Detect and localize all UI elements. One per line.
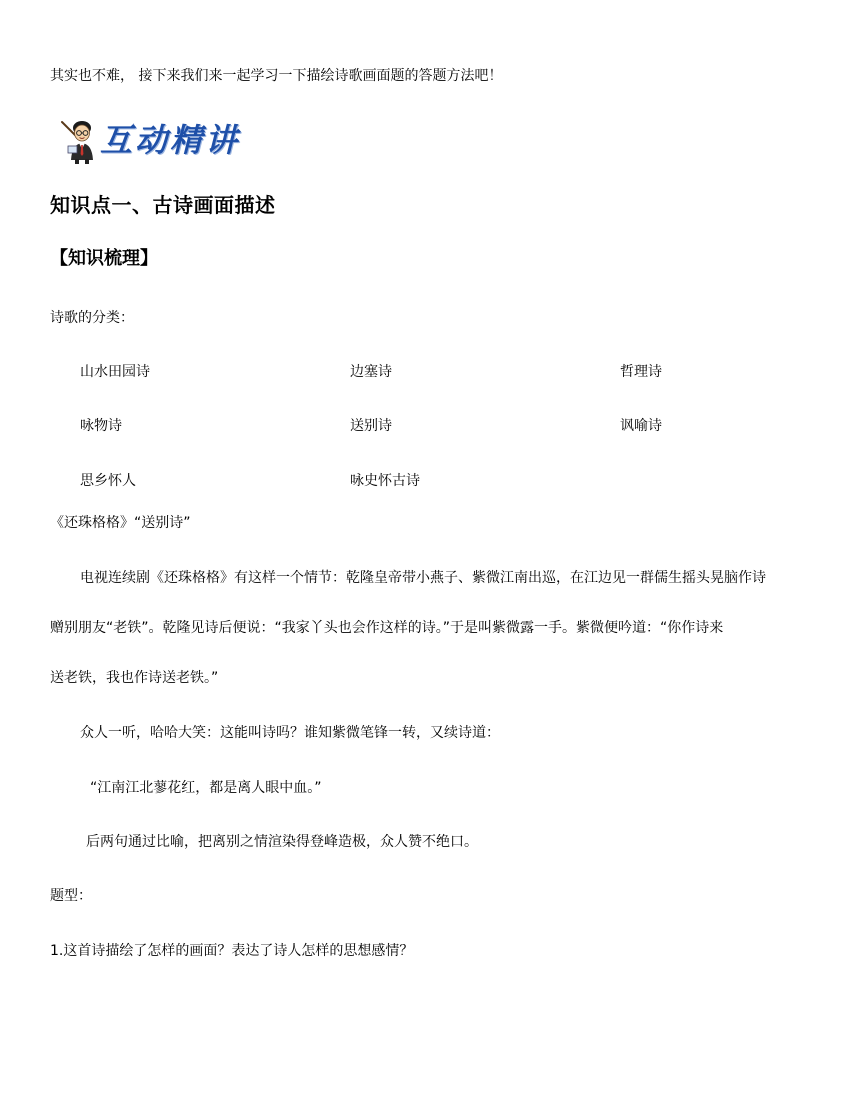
category-item: 咏史怀古诗 (350, 473, 420, 489)
story-heading: 《还珠格格》“送别诗” (50, 515, 191, 531)
interactive-lecture-banner (60, 116, 240, 164)
story-line: 电视连续剧《还珠格格》有这样一个情节：乾隆皇帝带小燕子、紫微江南出巡，在江边见一群儒生摇头晃脑作诗 (80, 570, 766, 586)
question-1: 1.这首诗描绘了怎样的画面？表达了诗人怎样的思想感情？ (50, 943, 414, 959)
story-line: 后两句通过比喻，把离别之情渲染得登峰造极，众人赞不绝口。 (86, 834, 478, 850)
banner-title: 互动精讲 (100, 121, 241, 159)
category-item: 思乡怀人 (80, 473, 136, 489)
section-title: 知识点一、古诗画面描述 (50, 193, 276, 217)
classification-label: 诗歌的分类： (50, 310, 134, 326)
category-item: 边塞诗 (350, 364, 392, 380)
category-item: 送别诗 (350, 418, 392, 434)
category-item: 山水田园诗 (80, 364, 150, 380)
poem-quote: “江南江北蓼花红，都是离人眼中血。” (90, 780, 322, 796)
story-line: 赠别朋友“老铁”。乾隆见诗后便说：“我家丫头也会作这样的诗。”于是叫紫微露一手。紫微便吟道：“你作诗来 (50, 620, 724, 636)
teacher-mascot-icon (60, 116, 100, 164)
subsection-title: 【知识梳理】 (50, 248, 158, 269)
category-item: 哲理诗 (620, 364, 662, 380)
intro-text: 其实也不难， 接下来我们来一起学习一下描绘诗歌画面题的答题方法吧！ (50, 68, 503, 84)
story-line: 送老铁，我也作诗送老铁。” (50, 670, 219, 686)
story-line: 众人一听，哈哈大笑：这能叫诗吗？谁知紫微笔锋一转，又续诗道： (80, 725, 500, 741)
category-item: 咏物诗 (80, 418, 122, 434)
question-type-label: 题型： (50, 888, 92, 904)
category-item: 讽喻诗 (620, 418, 662, 434)
